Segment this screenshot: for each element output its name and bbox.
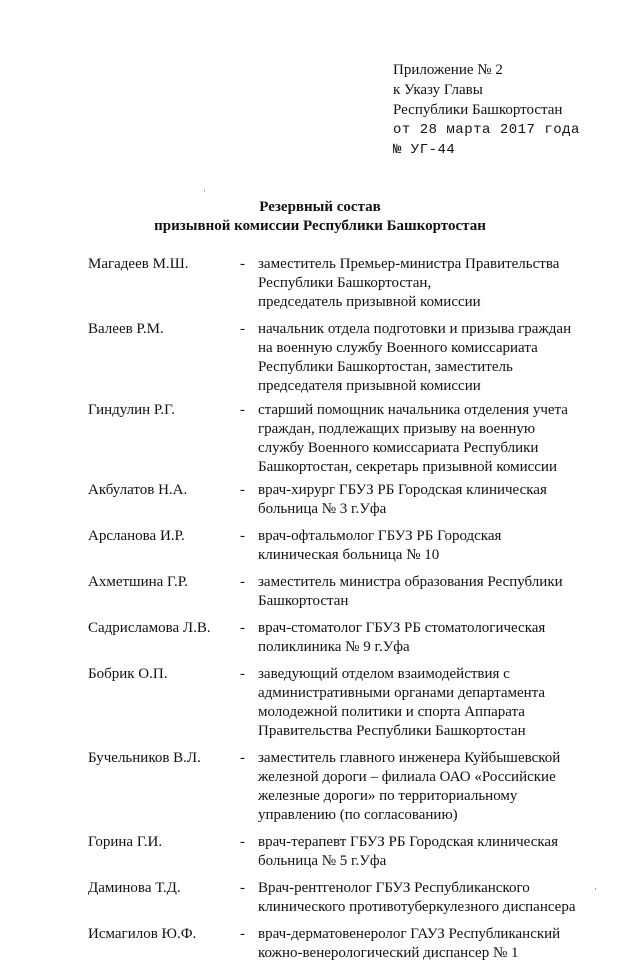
scan-speck: · — [594, 884, 597, 894]
scan-speck: · — [203, 186, 206, 196]
member-name: Арсланова И.Р. — [88, 528, 185, 544]
member-role-line: Республики Башкортостан, — [258, 275, 432, 291]
member-role-line: службу Военного комиссариата Республики — [258, 440, 539, 456]
member-name: Магадеев М.Ш. — [88, 256, 189, 272]
member-dash: - — [240, 666, 245, 682]
member-name: Горина Г.И. — [88, 834, 163, 850]
title-line-2: призывной комиссии Республики Башкортостан — [154, 218, 486, 234]
member-dash: - — [240, 620, 245, 636]
member-role — [258, 573, 608, 611]
member-dash: - — [240, 256, 245, 272]
member-name: Гиндулин Р.Г. — [88, 402, 175, 418]
member-dash: - — [240, 750, 245, 766]
member-row — [88, 481, 608, 519]
member-role-line: молодежной политики и спорта Аппарата — [258, 704, 525, 720]
member-role-line: кожно-венерологический диспансер № 1 — [258, 945, 519, 961]
member-role-line: административными органами департамента — [258, 685, 546, 701]
member-role-line: заместитель министра образования Республики — [258, 574, 563, 590]
member-role — [258, 665, 608, 741]
member-row — [88, 925, 608, 963]
member-role — [258, 527, 608, 565]
member-role-line: врач-офтальмолог ГБУЗ РБ Городская — [258, 528, 502, 544]
member-role — [258, 879, 608, 917]
member-role — [258, 255, 608, 312]
member-role-line: начальник отдела подготовки и призыва граждан — [258, 321, 572, 337]
member-role-line: заведующий отделом взаимодействия с — [258, 666, 510, 682]
member-role-line: Башкортостан — [258, 593, 349, 609]
document-title — [0, 198, 640, 236]
member-dash: - — [240, 402, 245, 418]
member-row — [88, 320, 608, 396]
member-role-line: больница № 5 г.Уфа — [258, 853, 387, 869]
member-role-line: Правительства Республики Башкортостан — [258, 723, 526, 739]
member-dash: - — [240, 574, 245, 590]
member-name: Валеев Р.М. — [88, 321, 164, 337]
member-name: Бучельников В.Л. — [88, 750, 201, 766]
appendix-line-2: к Указу Главы — [393, 82, 483, 98]
member-role — [258, 481, 608, 519]
member-role — [258, 749, 608, 825]
member-row — [88, 401, 608, 477]
member-role — [258, 320, 608, 396]
member-role — [258, 401, 608, 477]
member-role-line: Врач-рентгенолог ГБУЗ Республиканского — [258, 880, 530, 896]
member-role-line: заместитель главного инженера Куйбышевской — [258, 750, 561, 766]
member-row — [88, 879, 608, 917]
member-role-line: клиническая больница № 10 — [258, 547, 440, 563]
member-role-line: председателя призывной комиссии — [258, 378, 481, 394]
member-row — [88, 619, 608, 657]
member-row — [88, 749, 608, 825]
member-dash: - — [240, 321, 245, 337]
member-role-line: на военную службу Военного комиссариата — [258, 340, 538, 356]
member-role-line: управлению (по согласованию) — [258, 807, 458, 823]
member-role — [258, 925, 608, 963]
decree-number: № УГ-44 — [393, 142, 456, 158]
title-line-1: Резервный состав — [259, 199, 381, 215]
member-row — [88, 833, 608, 871]
member-role-line: врач-дерматовенеролог ГАУЗ Республиканский — [258, 926, 561, 942]
member-role-line: врач-хирург ГБУЗ РБ Городская клиническая — [258, 482, 547, 498]
member-role-line: больница № 3 г.Уфа — [258, 501, 387, 517]
member-row — [88, 527, 608, 565]
appendix-line-1: Приложение № 2 — [393, 62, 503, 78]
appendix-line-3: Республики Башкортостан — [393, 102, 563, 118]
member-dash: - — [240, 926, 245, 942]
member-name: Исмагилов Ю.Ф. — [88, 926, 197, 942]
member-row — [88, 665, 608, 741]
member-role-line: врач-стоматолог ГБУЗ РБ стоматологическая — [258, 620, 546, 636]
member-dash: - — [240, 482, 245, 498]
member-role-line: старший помощник начальника отделения учета — [258, 402, 568, 418]
member-role-line: заместитель Премьер-министра Правительства — [258, 256, 560, 272]
member-row — [88, 573, 608, 611]
appendix-header — [393, 60, 580, 160]
member-dash: - — [240, 880, 245, 896]
member-role-line: граждан, подлежащих призыву на военную — [258, 421, 536, 437]
member-role-line: железной дороги – филиала ОАО «Российские — [258, 769, 556, 785]
member-role-line: председатель призывной комиссии — [258, 294, 481, 310]
member-role — [258, 619, 608, 657]
member-name: Акбулатов Н.А. — [88, 482, 188, 498]
members-list — [88, 255, 608, 963]
member-role-line: Башкортостан, секретарь призывной комиссии — [258, 459, 557, 475]
member-dash: - — [240, 528, 245, 544]
decree-date: от 28 марта 2017 года — [393, 122, 580, 138]
member-role — [258, 833, 608, 871]
member-name: Даминова Т.Д. — [88, 880, 181, 896]
member-role-line: клинического противотуберкулезного диспансера — [258, 899, 576, 915]
member-name: Бобрик О.П. — [88, 666, 168, 682]
member-role-line: врач-терапевт ГБУЗ РБ Городская клиническая — [258, 834, 558, 850]
member-name: Садрисламова Л.В. — [88, 620, 211, 636]
member-row — [88, 255, 608, 312]
member-role-line: Республики Башкортостан, заместитель — [258, 359, 513, 375]
member-role-line: поликлиника № 9 г.Уфа — [258, 639, 410, 655]
member-name: Ахметшина Г.Р. — [88, 574, 188, 590]
member-role-line: железные дороги» по территориальному — [258, 788, 518, 804]
member-dash: - — [240, 834, 245, 850]
